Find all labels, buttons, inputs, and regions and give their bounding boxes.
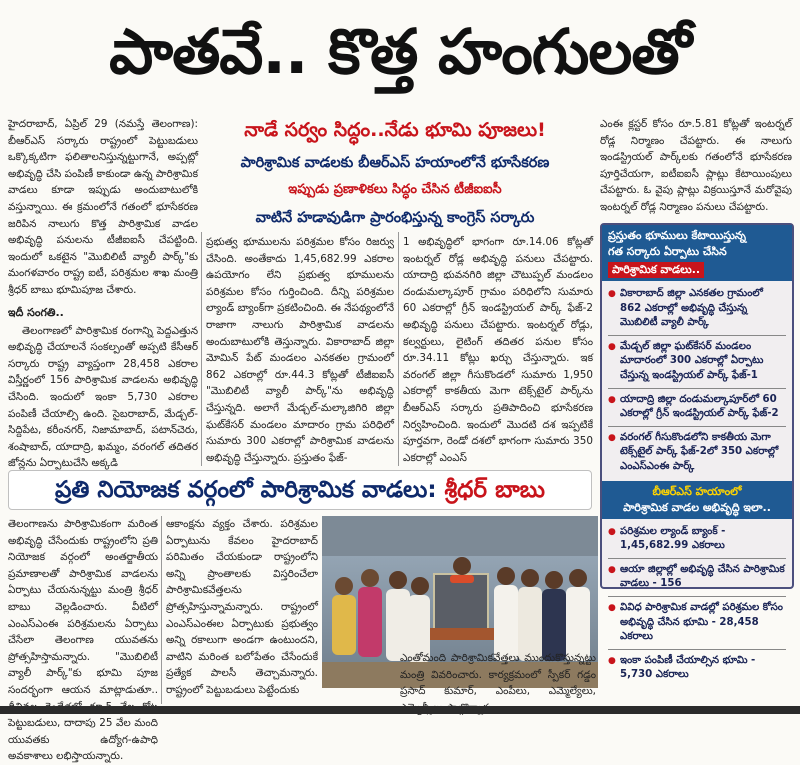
- article-paragraph: ఎంతోమంది పారిశ్రామికవేత్తలు ముందుకొస్తున్నట్టు మంత్రి వివరించారు. కార్యక్రమంలో స్పీకర్ గడ్డం ప్రసాద్ కుమార్, ఎంపీలు, ఎమ్మెల్యేలు,: [400, 652, 596, 698]
- article-paragraph: 1 అభివృద్ధిలో భాగంగా రూ.14.06 కోట్లతో ఇంటర్నల్ రోడ్ల అభివృద్ధి పనులు చేపట్టారు. యాదాద్రి భువనగిరి జిల్లా చౌటుప్పల్ మండలం దండుమల్కాపూర్ గ్రామం పరిధిలోని సుమారు 60 ఎకరాల్లో గ్రీన్ ఇండస్ట్రియల్ పార్క్ ఫేజ్-2 అభివృద్ధి పనులు చేపట్టారు. ఇంటర్నల్ రోడ్లు, కల్వర్టులు, లైటింగ్ తదితర పనుల కోసం రూ.34.11 కోట్లు ఖర్చు చేస్తున్నారు. ఇక వరంగల్ జిల్లా గీసుకొండలో సుమారు 1,950 ఎకరాల్లో కాకతీయ మెగా టెక్స్‌టైల్ పార్క్‌ను బీఆర్ఎస్ సర్కారు ప్రతిపాదించి భూసేకరణ నిర్వహించింది. ఇందులో మొదటి దశ ఇప్పటికే పూర్తవగా, రెండో దశలో భాగంగా సుమారు 350 ఎకరాల్లో ఎంఎస్: [403, 236, 593, 464]
- article-column-4: [600, 116, 792, 220]
- kicker-red-top: నాడే సర్వం సిద్ధం..నేడు భూమి పూజలు!: [244, 119, 546, 141]
- article-paragraph: తెలంగాణలో పారిశ్రామిక రంగాన్ని పెద్దఎత్తున అభివృద్ధి చేయాలనే సంకల్పంతో అప్పటి కేసీఆర్ సర్కారు రాష్ట్ర వ్యాప్తంగా 28,458 ఎకరాల విస్తీర్ణంలో 156 పారిశ్రామిక వాడలను అభివృద్ధి చేసింది. ఇందులో ఇంకా 5,730 ఎకరాల పంపిణీ చేయాల్సి ఉంది. సైబరాబాద్, మేడ్చల్-సిద్దిపేట, కరీంనగర్, నిజామాబాద్, పటాన్‌చెరు, శంషాబాద్, యాదాద్రి, ఖమ్మం, వరంగల్ తదితర జోన్లను ఏర్పాటుచేసి అక్కడి: [8, 324, 198, 470]
- facts-box-header-line: గత సర్కారు ఏర్పాటు చేసిన: [608, 245, 727, 258]
- facts-box: [600, 223, 794, 681]
- article-paragraph: ఆకాంక్షను వ్యక్తం చేశారు. పరిశ్రమల ఏర్పాటును కేవలం హైదరాబాద్ పరిమితం చేయకుండా రాష్ట్రంలోని అన్ని ప్రాంతాలకు విస్తరించేలా పారిశ్రామికవేత్తలను ప్రోత్సహిస్తున్నామన్నారు. రాష్ట్రంలో ఎంఎస్ఎంఈల ఏర్పాటుకు ప్రభుత్వం అన్ని రకాలుగా అండగా ఉంటుందని, వాటిని మరింత బలోపేతం చేసేందుకే ప్రత్యేక పాలసీ తెచ్చామన్నారు. రాష్ట్రంలో పెట్టుబడులు పెట్టేందుకు: [166, 518, 318, 696]
- article-column-3: [403, 234, 593, 466]
- sub-article-headline: [8, 470, 592, 510]
- sub-article-headline-name: శ్రీధర్ బాబు: [444, 477, 545, 503]
- article-column-1: [8, 116, 198, 470]
- sub-article-column-1: [8, 516, 158, 763]
- article-paragraph: ఎంఈ క్లస్టర్ కోసం రూ.5.81 కోట్లతో ఇంటర్నల్ రోడ్ల నిర్మాణం చేపట్టారు. ఈ నాలుగు ఇండస్ట్రియల్ పార్క్‌లకు గతంలోనే భూసేకరణ పూర్తిచేయగా, ఐటీఐఐసీ ప్లాట్లు కేటాయింపులు చేపట్టారు. ఓ వైపు ప్లాట్లు విక్రయిస్తూనే మరోవైపు ఇంటర్నల్ రోడ్ల నిర్మాణం పనులు చేపట్టారు.: [600, 118, 792, 213]
- article-paragraph: తెలంగాణను పారిశ్రామికంగా మరింత అభివృద్ధి చేసేందుకు రాష్ట్రంలోని ప్రతి నియోజక వర్గంలో అంతర్జాతీయ ప్రమాణాలతో పారిశ్రామిక వాడలను ఏర్పాటు చేయనున్నట్టు మంత్రి శ్రీధర్ బాబు వెల్లడించారు. వీటిలో ఎంఎస్ఎంఈ పరిశ్రమలను ఏర్పాటు చేసేలా తెలంగాణ యువతను ప్రోత్సహిస్తామన్నారు. "మొబిలిటీ వ్యాలీ పార్క్"కు భూమి పూజ సందర్భంగా ఆయన మాట్లాడుతూ.. పెట్టుబడులు, దాదాపు 25 వేల మంది యువతకు ఉద్యోగ-ఉపాధి అవకాశాలు లభిస్తాయన్నారు.: [8, 518, 158, 763]
- facts-box-item: ● పరిశ్రమల ల్యాండ్ బ్యాంక్ - 1,45,682.99 ఎకరాలు: [608, 525, 786, 554]
- facts-box-item: ● వరంగల్ గీసుకొండలోని కాకతీయ మెగా టెక్స్‌టైల్ పార్క్ ఫేజ్-2లో 350 ఎకరాల్లో ఎంఎస్ఎంఈ పార్క్: [608, 431, 786, 475]
- divider: [608, 388, 786, 389]
- column-divider: [201, 232, 202, 466]
- facts-box-header: [602, 225, 792, 281]
- divider: [608, 596, 786, 597]
- facts-box-subheader-line: బీఆర్ఎస్ హయాంలో: [652, 484, 742, 498]
- footer-bar: [0, 706, 800, 714]
- article-subhead: ఇదీ సంగతి..: [8, 305, 64, 319]
- page-headline: పాతవే.. కొత్త హంగులతో: [109, 15, 691, 88]
- facts-box-subheader: [602, 481, 792, 519]
- kicker-subhead-1: పారిశ్రామిక వాడలకు బీఆర్ఎస్ హయాంలోనే భూసేకరణ: [240, 155, 550, 171]
- divider: [608, 558, 786, 559]
- sub-article-headline-text: ప్రతి నియోజక వర్గంలో పారిశ్రామిక వాడలు:: [55, 477, 445, 503]
- divider: [608, 649, 786, 650]
- facts-box-item: ● యాదాద్రి జిల్లా దండుమల్కాపూర్‌లో 60 ఎకరాల్లో గ్రీన్ ఇండస్ట్రియల్ పార్క్ ఫేజ్-2: [608, 393, 786, 422]
- facts-box-subheader-line: పారిశ్రామిక వాడల అభివృద్ధి ఇలా..: [623, 500, 771, 514]
- column-divider: [398, 232, 399, 466]
- facts-box-item: ● ఆయా జిల్లాల్లో అభివృద్ధి చేసిన పారిశ్రామిక వాడలు - 156: [608, 563, 786, 592]
- divider: [608, 335, 786, 336]
- sub-article-column-3: [400, 650, 596, 704]
- facts-box-header-line: ప్రస్తుతం భూములు కేటాయిస్తున్న: [608, 229, 746, 242]
- facts-box-item: ● మేడ్చల్ జిల్లా ఘట్‌కేసర్ మండలం మాదారంలో 300 ఎకరాల్లో ఏర్పాటు చేస్తున్న ఇండస్ట్రియల్ పార్క్ ఫేజ్-1: [608, 340, 786, 384]
- kicker-subhead-3: వాటినే హడావుడిగా ప్రారంభిస్తున్న కాంగ్రెస్ సర్కారు: [255, 210, 535, 226]
- facts-box-item: ● వికారాబాద్ జిల్లా ఎనకతల గ్రామంలో 862 ఎకరాల్లో అభివృద్ధి చేస్తున్న మొబిలిటీ వ్యాలీ పార్క్: [608, 287, 786, 331]
- article-paragraph: ప్రభుత్వ భూములను పరిశ్రమల కోసం రిజర్వు చేసింది. అంతేకాదు 1,45,682.99 ఎకరాల ఉపయోగం లేని ప్రభుత్వ భూములను పరిశ్రమల కోసం గుర్తించింది. దీన్ని పరిశ్రమల ల్యాండ్ బ్యాంక్‌గా ప్రకటించింది. ఈ నేపథ్యంలోనే రాజాగా నాలుగు పారిశ్రామిక వాడలను అందుబాటులోకి తెస్తున్నారు. వికారాబాద్ జిల్లా మోమిన్ పేట్ మండలం ఎనకతల గ్రామంలో 862 ఎకరాల్లో రూ.44.3 కోట్లతో టీజీఐఐసీ "మొబిలిటీ వ్యాలీ పార్క్"ను అభివృద్ధి చేస్తున్నది. అలాగే మేడ్చల్-మల్కాజిగిరి జిల్లా ఘట్‌కేసర్ మండలం మాదారం గ్రామ పరిధిలో సుమారు 300 ఎకరాల్లో పారిశ్రామిక వాడలను అభివృద్ధి చేస్తున్నారు. ప్రస్తుతం ఫేజ్-: [206, 236, 394, 464]
- sub-article-column-2: [166, 516, 318, 704]
- kicker-subhead-2: ఇప్పుడు ప్రణాళికలు సిద్ధం చేసిన టీజీఐఐసీ: [288, 182, 502, 197]
- divider: [608, 426, 786, 427]
- facts-box-item: ● వివిధ పారిశ్రామిక వాడల్లో పరిశ్రమల కోసం అభివృద్ధి చేసిన భూమి - 28,458 ఎకరాలు: [608, 601, 786, 645]
- article-paragraph: హైదరాబాద్, ఏప్రిల్ 29 (నమస్తే తెలంగాణ): బీఆర్ఎస్ సర్కారు రాష్ట్రంలో పెట్టుబడులు ఒక్కొక్కటిగా ఫలితాలనిస్తున్నట్టుగానే, అప్పట్లో అభివృద్ధి చేసి పంపిణీ కాకుండా ఉన్న పారిశ్రామిక వాడలు కూడా ఇప్పుడు అందుబాటులోకి వస్తున్నాయి. ఈ క్రమంలోనే గతంలో భూసేకరణ జరిపిన నాలుగు కొత్త పారిశ్రామిక వాడల అభివృద్ధి పనులను టీజీఐఐసీ చేపట్టింది. ఇందులో ఒకటైన "మొబిలిటీ వ్యాలీ పార్క్"కు మంగళవారం రాష్ట్ర ఐటీ, పరిశ్రమల శాఖ మంత్రి శ్రీధర్ బాబు భూమిపూజ చేశారు.: [8, 118, 198, 296]
- facts-box-item: ● ఇంకా పంపిణీ చేయాల్సిన భూమి - 5,730 ఎకరాలు: [608, 654, 786, 683]
- facts-box-header-highlight: పారిశ్రామిక వాడలు..: [608, 262, 704, 278]
- article-column-2: [206, 234, 394, 466]
- column-divider: [161, 516, 162, 704]
